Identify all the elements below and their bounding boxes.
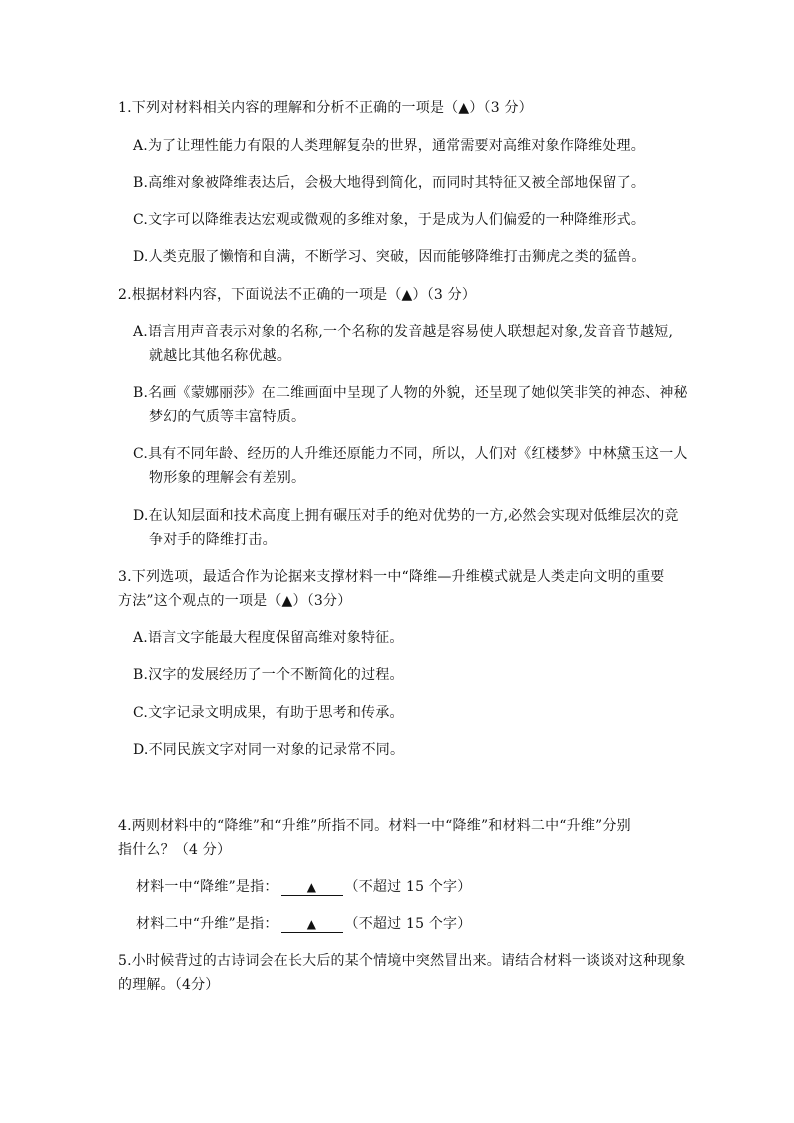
fill-label: 材料二中“升维”是指： — [136, 916, 279, 932]
question-3-option-b: B.汉字的发展经历了一个不断简化的过程。 — [133, 667, 404, 683]
fill-label: 材料一中“降维”是指： — [136, 879, 279, 895]
triangle-icon: ▲ — [306, 880, 317, 894]
question-3-stem-line-2: 方法”这个观点的一项是（▲）（3分） — [118, 593, 352, 609]
question-1-option-a: A.为了让理性能力有限的人类理解复杂的世界，通常需要对高维对象作降维处理。 — [133, 138, 645, 154]
question-1-option-c: C.文字可以降维表达宏观或微观的多维对象，于是成为人们偏爱的一种降维形式。 — [133, 212, 646, 228]
question-2-option-d-line-2: 争对手的降维打击。 — [149, 532, 277, 548]
question-1-stem: 1.下列对材料相关内容的理解和分析不正确的一项是（▲）（3 分） — [118, 100, 533, 116]
question-4-stem-line-2: 指什么？（4 分） — [118, 842, 232, 858]
fill-note: （不超过 15 个字） — [344, 916, 472, 932]
question-4-fill-1 — [136, 877, 471, 897]
question-2-option-c-line-2: 物形象的理解会有差别。 — [149, 470, 306, 486]
question-3-stem-line-1: 3.下列选项，最适合作为论据来支撑材料一中“降维—升维模式就是人类走向文明的重要 — [118, 569, 665, 585]
question-1-option-d: D.人类克服了懒惰和自满，不断学习、突破，因而能够降维打击狮虎之类的猛兽。 — [133, 249, 646, 265]
question-4-fill-2 — [136, 914, 471, 934]
question-3-option-c: C.文字记录文明成果，有助于思考和传承。 — [133, 705, 404, 721]
question-5-stem-line-1: 5.小时候背过的古诗词会在长大后的某个情境中突然冒出来。请结合材料一谈谈对这种现象 — [118, 953, 686, 969]
question-2-stem: 2.根据材料内容，下面说法不正确的一项是（▲）（3 分） — [118, 287, 477, 303]
question-5-stem-line-2: 的理解。（4分） — [118, 977, 220, 993]
triangle-icon: ▲ — [306, 917, 317, 931]
question-2-option-a-line-2: 就越比其他名称优越。 — [149, 348, 291, 364]
question-4-stem-line-1: 4.两则材料中的“降维”和“升维”所指不同。材料一中“降维”和材料二中“升维”分别 — [118, 818, 631, 834]
question-2-option-c-line-1: C.具有不同年龄、经历的人升维还原能力不同，所以，人们对《红楼梦》中林黛玉这一人 — [133, 446, 688, 462]
fill-note: （不超过 15 个字） — [344, 879, 472, 895]
question-1-option-b: B.高维对象被降维表达后，会极大地得到简化，而同时其特征又被全部地保留了。 — [133, 175, 646, 191]
answer-blank[interactable] — [281, 879, 343, 896]
question-3-option-d: D.不同民族文字对同一对象的记录常不同。 — [133, 742, 405, 758]
question-3-option-a: A.语言文字能最大程度保留高维对象特征。 — [133, 630, 404, 646]
question-2-option-b-line-2: 梦幻的气质等丰富特质。 — [149, 409, 306, 425]
question-2-option-b-line-1: B.名画《蒙娜丽莎》在二维画面中呈现了人物的外貌，还呈现了她似笑非笑的神态、神秘 — [133, 385, 688, 401]
question-2-option-a-line-1: A.语言用声音表示对象的名称,一个名称的发音越是容易使人联想起对象,发音音节越短, — [133, 324, 674, 340]
question-2-option-d-line-1: D.在认知层面和技术高度上拥有碾压对手的绝对优势的一方,必然会实现对低维层次的竞 — [133, 508, 679, 524]
answer-blank[interactable] — [281, 916, 343, 933]
